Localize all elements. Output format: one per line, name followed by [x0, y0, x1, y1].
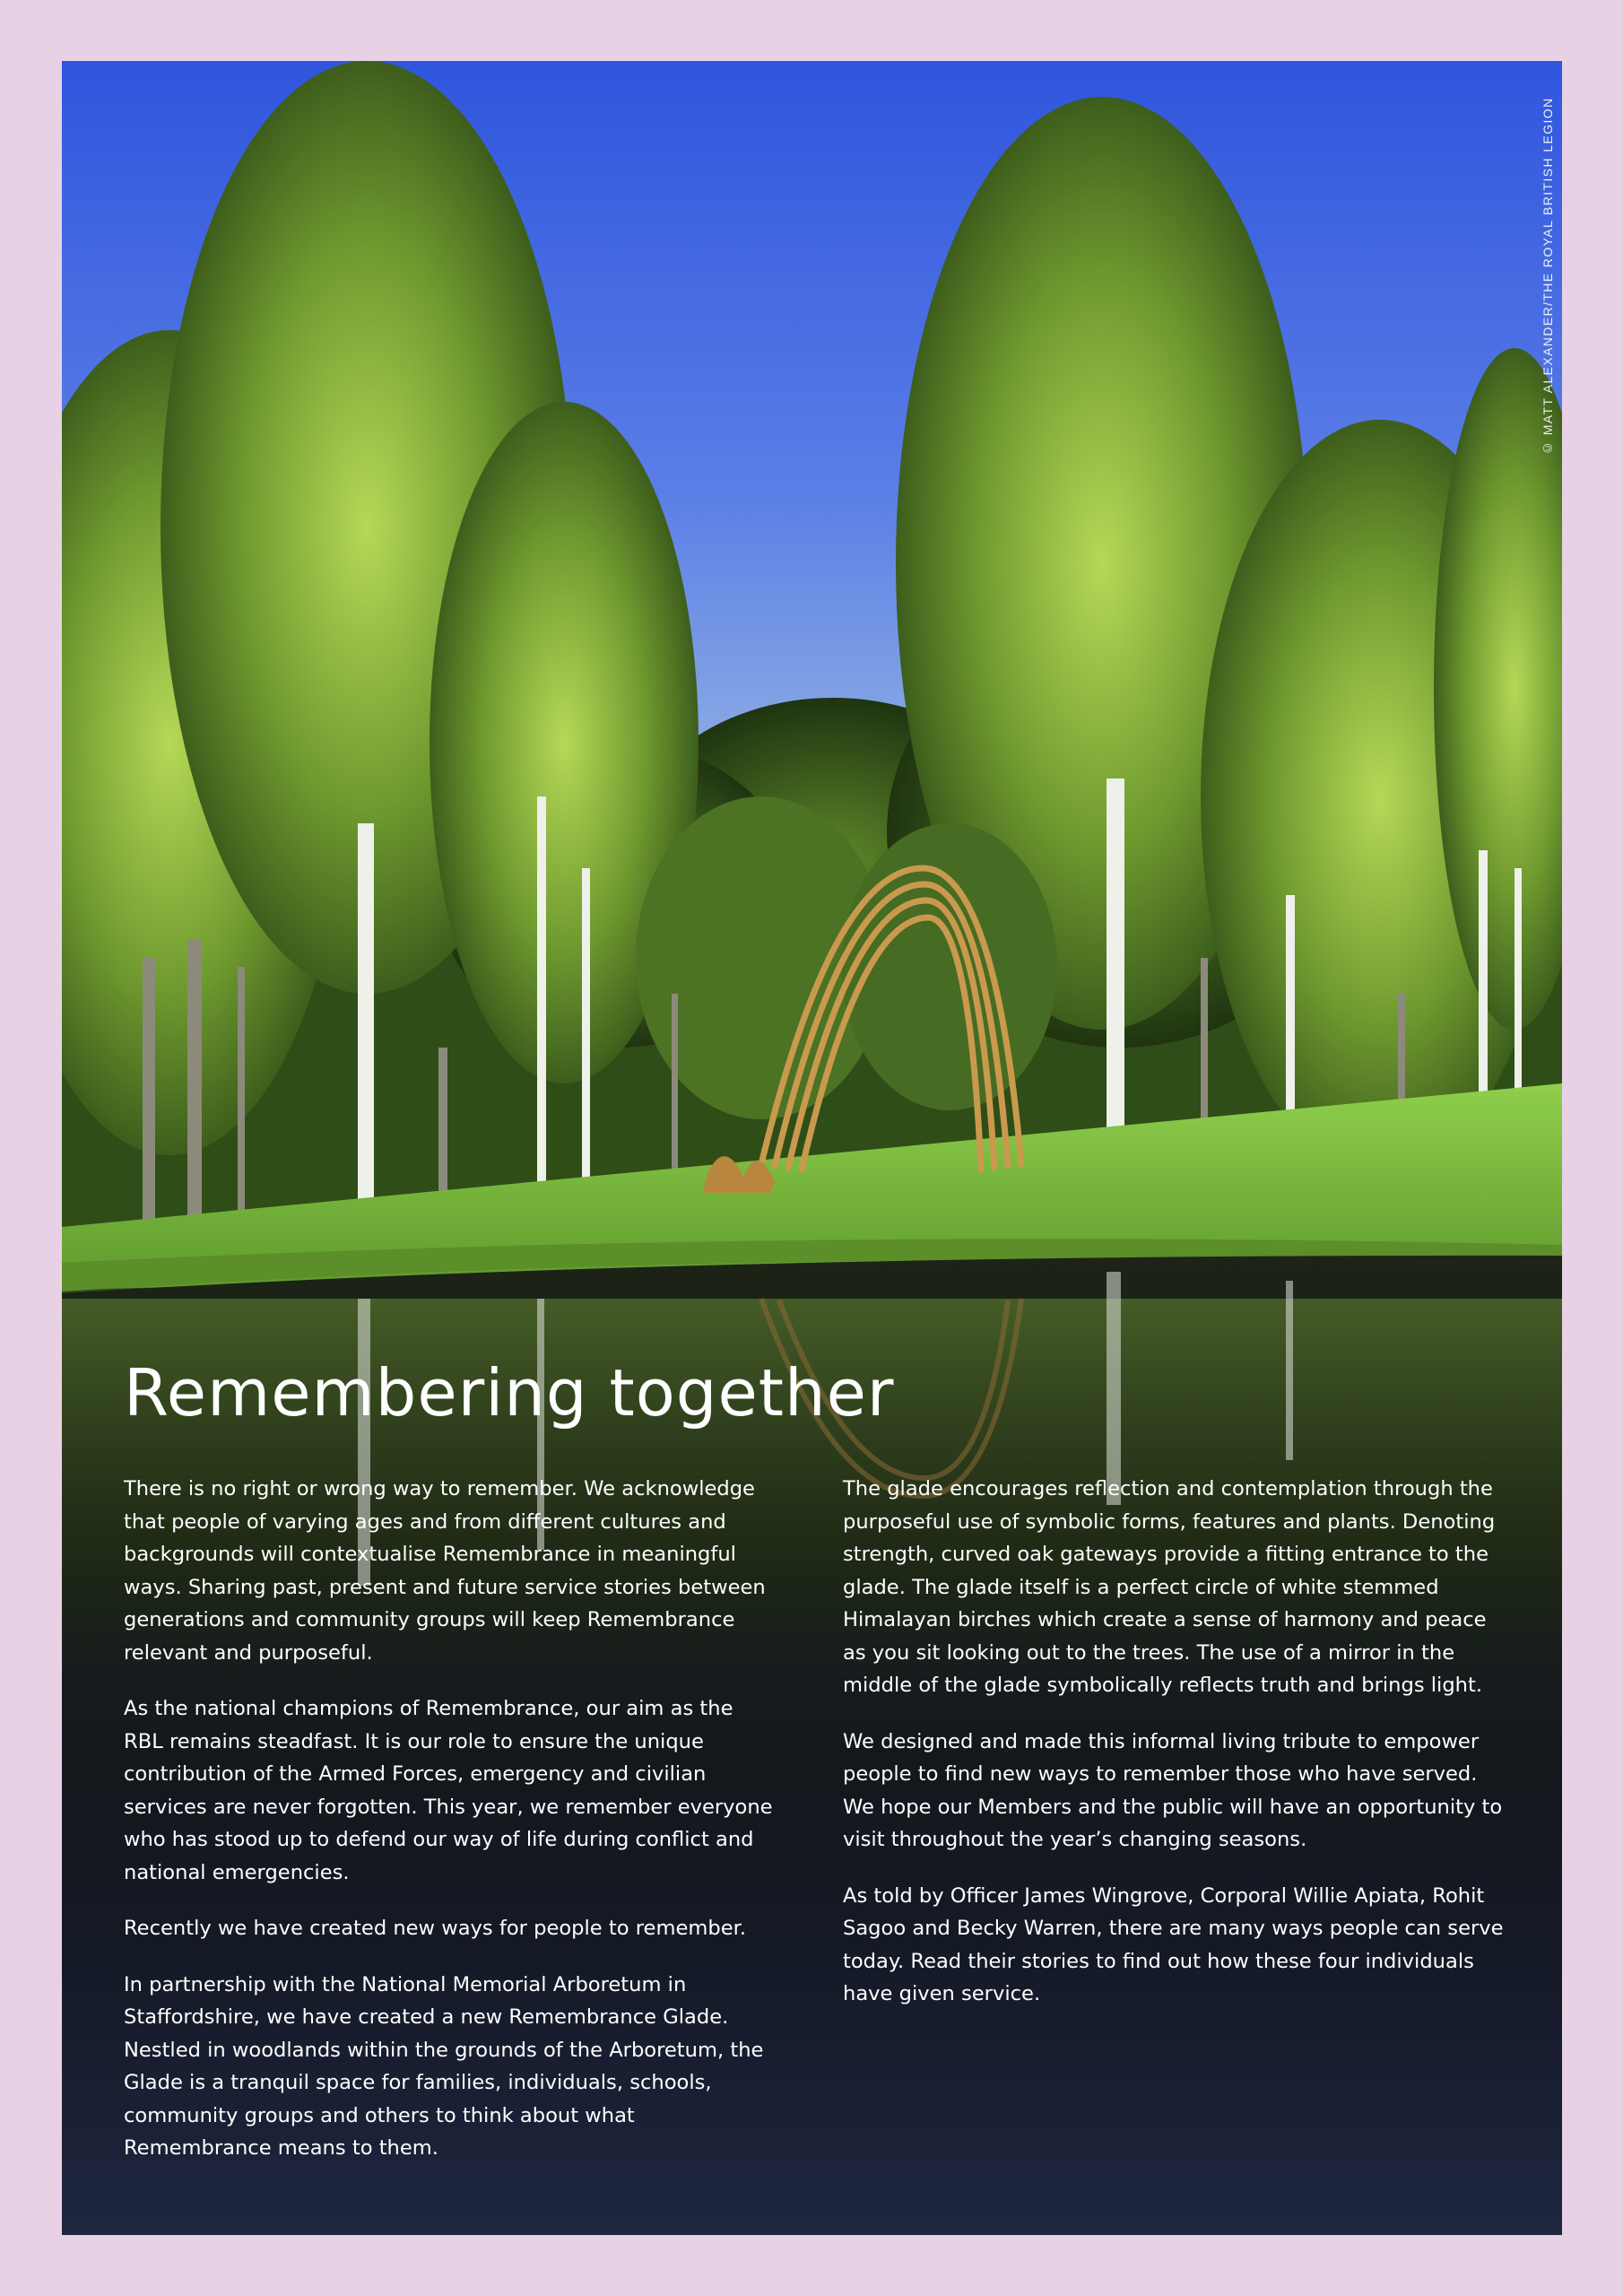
left-paragraph: In partnership with the National Memorial Arboretum in Staffordshire, we have created a new Remembrance Glade. Nestled in woodlands within the grounds of the Arboretum, the Glade is a tranquil space for families, individuals, schools, community groups and others to think about what Remembrance means to them. — [124, 1972, 764, 2160]
page-title: Remembering together — [124, 1355, 895, 1431]
left-paragraph: As the national champions of Remembrance, our aim as the RBL remains steadfast. It is our role to ensure the unique contribution of the Armed Forces, emergency and civilian services are never forgotten. This year, we remember everyone who has stood up to defend our way of life during conflict and national emergencies. — [124, 1697, 773, 1884]
right-column — [843, 1473, 1511, 2034]
left-column — [124, 1473, 774, 2188]
photo-credit: © MATT ALEXANDER/THE ROYAL BRITISH LEGION — [1541, 97, 1555, 456]
left-paragraph: There is no right or wrong way to remember. We acknowledge that people of varying ages and from different cultures and backgrounds will contextualise Remembrance in meaningful ways. Sharing past, present and future service stories between generations and community groups will keep Remembrance relevant and purposeful. — [124, 1477, 766, 1665]
right-paragraph: The glade encourages reflection and contemplation through the purposeful use of symbolic forms, features and plants. Denoting strength, curved oak gateways provide a fitting entrance to the glade. The glade itself is a perfect circle of white stemmed Himalayan birches which create a sense of harmony and peace as you sit looking out to the trees. The use of a mirror in the middle of the glade symbolically reflects truth and brings light. — [843, 1477, 1496, 1697]
left-paragraph: Recently we have created new ways for people to remember. — [124, 1917, 746, 1940]
right-paragraph: We designed and made this informal living tribute to empower people to find new ways to remember those who have served. We hope our Members and the public will have an opportunity to visit throughout the year’s changing seasons. — [843, 1729, 1503, 1851]
right-paragraph: As told by Officer James Wingrove, Corporal Willie Apiata, Rohit Sagoo and Becky Warren, there are many ways people can serve today. Read their stories to find out how these four individuals have given service. — [843, 1883, 1504, 2005]
